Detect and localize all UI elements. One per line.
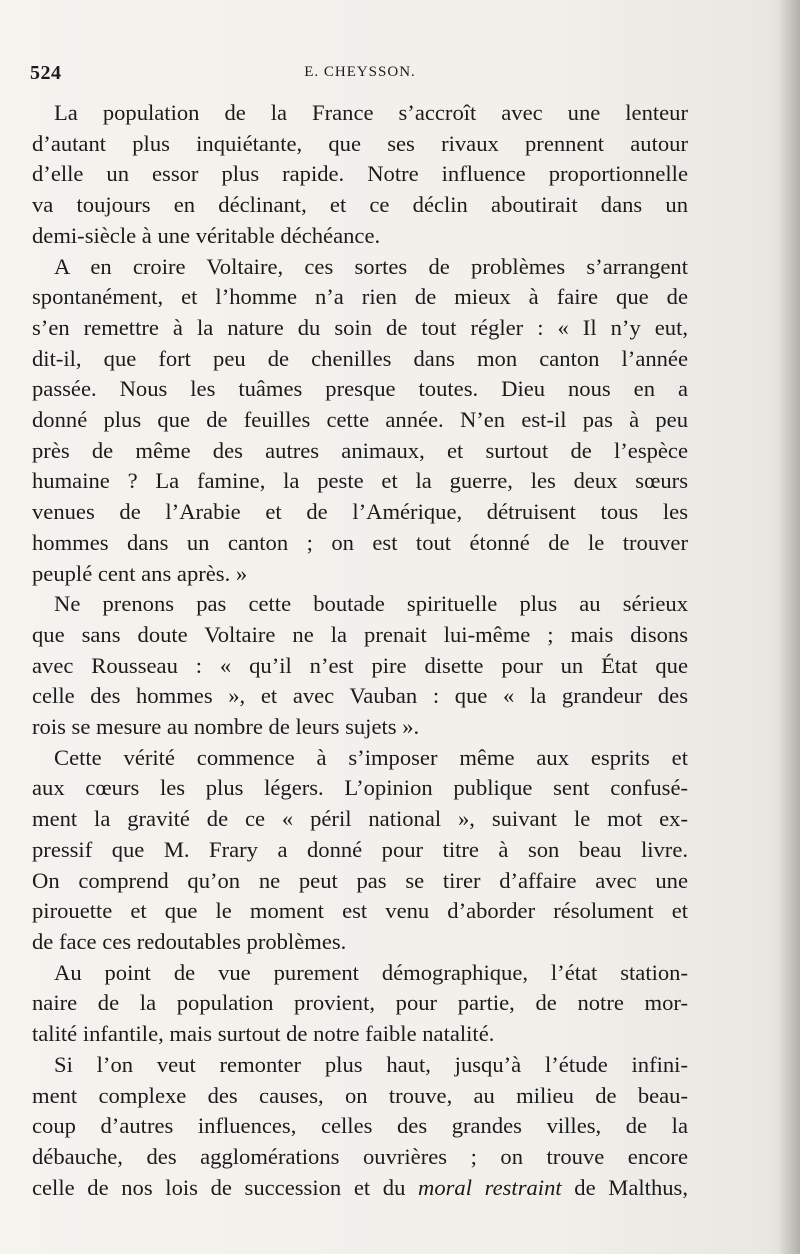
text-line: d’elle un essor plus rapide. Notre influence proportionnelle: [32, 161, 688, 187]
text-line: A en croire Voltaire, ces sortes de problèmes s’arrangent: [54, 253, 688, 279]
running-head: E. CHEYSSON.: [304, 64, 416, 80]
text-segment: de Malthus,: [561, 1174, 688, 1200]
text-line: peuplé cent ans après. »: [32, 560, 248, 586]
text-line: rois se mesure au nombre de leurs sujets ».: [32, 714, 420, 740]
text-line: de face ces redoutables problèmes.: [32, 928, 347, 954]
text-line: Au point de vue purement démographique, l’état station-: [54, 959, 688, 985]
text-line: pressif que M. Frary a donné pour titre à son beau livre.: [32, 836, 688, 862]
text-line: venues de l’Arabie et de l’Amérique, détruisent tous les: [32, 499, 688, 525]
page-edge-shadow: [778, 0, 800, 1254]
text-line: ment complexe des causes, on trouve, au milieu de beau-: [32, 1082, 688, 1108]
text-segment: celle de nos lois de succession et du: [32, 1174, 419, 1200]
text-line: talité infantile, mais surtout de notre faible natalité.: [32, 1021, 495, 1047]
text-line-final: [32, 1173, 688, 1204]
text-line: avec Rousseau : « qu’il n’est pire disette pour un État que: [32, 652, 688, 678]
text-line: coup d’autres influences, celles des grandes villes, de la: [32, 1113, 688, 1139]
page-number: 524: [30, 62, 62, 84]
text-line: près de même des autres animaux, et surtout de l’espèce: [32, 437, 688, 463]
text-line: pirouette et que le moment est venu d’aborder résolument et: [32, 898, 688, 924]
text-line: va toujours en déclinant, et ce déclin aboutirait dans un: [32, 192, 688, 218]
text-line: débauche, des agglomérations ouvrières ; on trouve encore: [32, 1143, 688, 1169]
text-line: Ne prenons pas cette boutade spirituelle plus au sérieux: [54, 591, 688, 617]
text-line: donné plus que de feuilles cette année. N’en est-il pas à peu: [32, 407, 688, 433]
text-line: dit-il, que fort peu de chenilles dans mon canton l’année: [32, 345, 688, 371]
text-line: demi-siècle à une véritable déchéance.: [32, 222, 381, 248]
text-line: passée. Nous les tuâmes presque toutes. Dieu nous en a: [32, 376, 688, 402]
text-line: celle des hommes », et avec Vauban : que « la grandeur des: [32, 683, 688, 709]
text-line: hommes dans un canton ; on est tout étonné de le trouver: [32, 529, 688, 555]
text-line: s’en remettre à la nature du soin de tout régler : « Il n’y eut,: [32, 314, 688, 340]
italic-term-moral-restraint: moral restraint: [418, 1174, 562, 1200]
text-line: aux cœurs les plus légers. L’opinion publique sent confusé-: [32, 775, 688, 801]
body-text: [32, 98, 688, 1203]
text-line: La population de la France s’accroît avec une lenteur: [54, 100, 688, 125]
text-line: que sans doute Voltaire ne la prenait lui-même ; mais disons: [32, 621, 688, 647]
text-line: spontanément, et l’homme n’a rien de mieux à faire que de: [32, 284, 688, 310]
text-line: ment la gravité de ce « péril national », suivant le mot ex-: [32, 806, 688, 832]
page-header: [30, 62, 690, 92]
text-line: Si l’on veut remonter plus haut, jusqu’à l’étude infini-: [54, 1051, 688, 1077]
text-line: Cette vérité commence à s’imposer même aux esprits et: [54, 744, 688, 770]
text-line: On comprend qu’on ne peut pas se tirer d’affaire avec une: [32, 867, 688, 893]
text-line: d’autant plus inquiétante, que ses rivaux prennent autour: [32, 130, 688, 156]
text-line: naire de la population provient, pour partie, de notre mor-: [32, 990, 688, 1016]
text-line: humaine ? La famine, la peste et la guerre, les deux sœurs: [32, 468, 688, 494]
